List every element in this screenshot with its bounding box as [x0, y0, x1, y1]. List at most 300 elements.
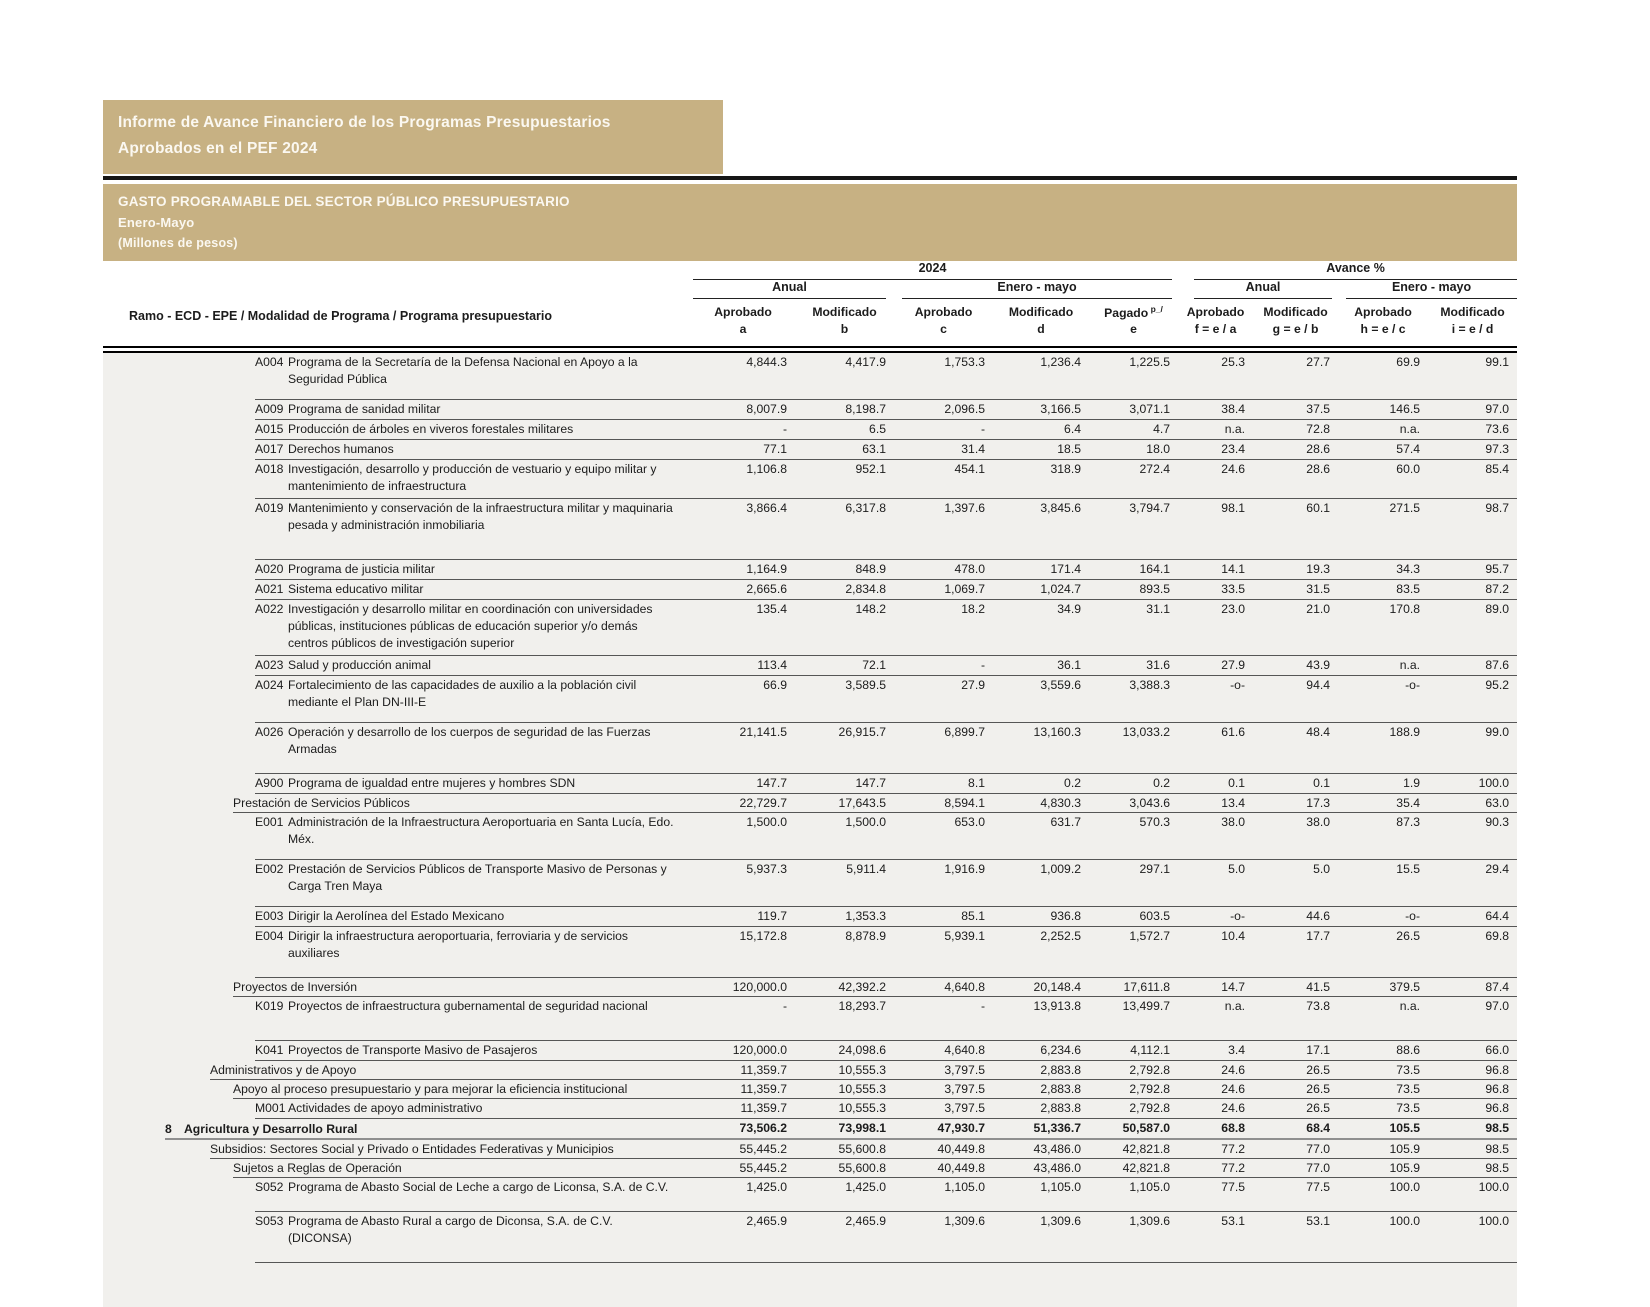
section-title: GASTO PROGRAMABLE DEL SECTOR PÚBLICO PRESUPUESTARIO	[118, 191, 1502, 212]
title-banner	[103, 100, 723, 174]
cell-value: 26.5	[1253, 1061, 1338, 1080]
row-label	[103, 440, 691, 460]
cell-value: 1,572.7	[1089, 927, 1178, 978]
col-group-2024: 2024	[693, 261, 1172, 280]
cell-value: 2,096.5	[894, 400, 993, 420]
header-group-row	[103, 261, 1517, 280]
cell-value: 97.0	[1428, 997, 1517, 1041]
cell-value: 147.7	[691, 774, 795, 794]
cell-value: 13,160.3	[993, 723, 1089, 774]
table-row	[103, 813, 1517, 860]
cell-value: 55,445.2	[691, 1139, 795, 1159]
cell-value: 55,445.2	[691, 1159, 795, 1178]
cell-value: 10.4	[1178, 927, 1253, 978]
column-letter-4: d	[993, 322, 1089, 346]
program-name: Programa de igualdad entre mujeres y hombres SDN	[288, 775, 691, 792]
cell-value: 100.0	[1338, 1178, 1428, 1212]
cell-value: 85.1	[894, 907, 993, 927]
cell-value: 164.1	[1089, 560, 1178, 580]
cell-value: -	[894, 656, 993, 676]
program-code: E004	[255, 929, 288, 944]
table-row	[103, 860, 1517, 907]
cell-value: 631.7	[993, 813, 1089, 860]
cell-value: 42,821.8	[1089, 1159, 1178, 1178]
cell-value: 95.7	[1428, 560, 1517, 580]
cell-value: 18,293.7	[795, 997, 894, 1041]
program-code: S053	[255, 1214, 288, 1229]
table-row	[103, 420, 1517, 440]
row-label	[103, 560, 691, 580]
cell-value: 87.3	[1338, 813, 1428, 860]
program-code: K041	[255, 1043, 288, 1058]
section-banner	[103, 184, 1517, 261]
program-code: E003	[255, 909, 288, 924]
cell-value: 135.4	[691, 600, 795, 656]
program-code: E001	[255, 815, 288, 830]
cell-value: 63.0	[1428, 794, 1517, 813]
cell-value: 1,164.9	[691, 560, 795, 580]
cell-value: 2,665.6	[691, 580, 795, 600]
cell-value: 1,309.6	[894, 1212, 993, 1263]
cell-value: 952.1	[795, 460, 894, 499]
cell-value: 40,449.8	[894, 1159, 993, 1178]
col-group-avance: Avance %	[1194, 261, 1517, 280]
row-label	[103, 353, 691, 400]
cell-value: 1,236.4	[993, 353, 1089, 400]
column-header-fea: Aprobado	[1178, 299, 1253, 322]
cell-value: 77.2	[1178, 1139, 1253, 1159]
cell-value: 66.0	[1428, 1041, 1517, 1061]
cell-value: 43,486.0	[993, 1159, 1089, 1178]
cell-value: 3,797.5	[894, 1061, 993, 1080]
cell-value: 120,000.0	[691, 978, 795, 997]
cell-value: 3,043.6	[1089, 794, 1178, 813]
cell-value: 146.5	[1338, 400, 1428, 420]
cell-value: 31.5	[1253, 580, 1338, 600]
cell-value: 96.8	[1428, 1080, 1517, 1099]
cell-value: 55,600.8	[795, 1159, 894, 1178]
cell-value: 37.5	[1253, 400, 1338, 420]
table-row	[103, 1061, 1517, 1080]
cell-value: 0.1	[1253, 774, 1338, 794]
cell-value: 53.1	[1253, 1212, 1338, 1263]
cell-value: 17,611.8	[1089, 978, 1178, 997]
cell-value: 20,148.4	[993, 978, 1089, 997]
cell-value: 4.7	[1089, 420, 1178, 440]
cell-value: -	[691, 420, 795, 440]
cell-value: 77.1	[691, 440, 795, 460]
subgroup-enero-mayo-2024: Enero - mayo	[902, 280, 1172, 299]
cell-value: 34.3	[1338, 560, 1428, 580]
cell-value: 1,105.0	[1089, 1178, 1178, 1212]
row-label	[103, 997, 691, 1041]
cell-value: 73.5	[1338, 1099, 1428, 1119]
program-code: S052	[255, 1180, 288, 1195]
cell-value: 1,024.7	[993, 580, 1089, 600]
cell-value: 77.5	[1178, 1178, 1253, 1212]
row-label	[103, 460, 691, 499]
column-header-b: Modificado	[795, 299, 894, 322]
cell-value: 11,359.7	[691, 1080, 795, 1099]
table-row	[103, 560, 1517, 580]
cell-value: 18.0	[1089, 440, 1178, 460]
cell-value: 0.2	[993, 774, 1089, 794]
program-name: Operación y desarrollo de los cuerpos de seguridad de las Fuerzas Armadas	[288, 724, 691, 758]
cell-value: 77.2	[1178, 1159, 1253, 1178]
cell-value: 73.6	[1428, 420, 1517, 440]
column-letter-6: f = e / a	[1178, 322, 1253, 346]
column-header-hec: Aprobado	[1338, 299, 1428, 322]
cell-value: 21,141.5	[691, 723, 795, 774]
table-bottom-spacer	[103, 1263, 1517, 1307]
cell-value: n.a.	[1178, 997, 1253, 1041]
cell-value: 83.5	[1338, 580, 1428, 600]
cell-value: n.a.	[1178, 420, 1253, 440]
cell-value: 8,878.9	[795, 927, 894, 978]
cell-value: 88.6	[1338, 1041, 1428, 1061]
cell-value: 5,911.4	[795, 860, 894, 907]
cell-value: 5,937.3	[691, 860, 795, 907]
cell-value: -o-	[1178, 907, 1253, 927]
row-label	[103, 1041, 691, 1061]
column-letter-8: h = e / c	[1338, 322, 1428, 346]
cell-value: 13.4	[1178, 794, 1253, 813]
header-double-rule	[103, 346, 1517, 353]
report-title-line1: Informe de Avance Financiero de los Programas Presupuestarios	[118, 110, 708, 136]
cell-value: 17.3	[1253, 794, 1338, 813]
cell-value: 603.5	[1089, 907, 1178, 927]
cell-value: 94.4	[1253, 676, 1338, 723]
program-code: A024	[255, 678, 288, 693]
program-name: Proyectos de Transporte Masivo de Pasajeros	[288, 1042, 691, 1059]
cell-value: 4,830.3	[993, 794, 1089, 813]
cell-value: 297.1	[1089, 860, 1178, 907]
program-name: Dirigir la Aerolínea del Estado Mexicano	[288, 908, 691, 925]
row-label	[103, 1099, 691, 1119]
cell-value: 3.4	[1178, 1041, 1253, 1061]
group-label: Sujetos a Reglas de Operación	[103, 1161, 691, 1176]
report-table	[103, 261, 1517, 1307]
cell-value: 31.6	[1089, 656, 1178, 676]
row-label	[103, 676, 691, 723]
table-row	[103, 676, 1517, 723]
cell-value: 69.8	[1428, 927, 1517, 978]
cell-value: 3,589.5	[795, 676, 894, 723]
cell-value: 379.5	[1338, 978, 1428, 997]
cell-value: 1,106.8	[691, 460, 795, 499]
cell-value: 73.8	[1253, 997, 1338, 1041]
cell-value: 18.2	[894, 600, 993, 656]
cell-value: 10,555.3	[795, 1061, 894, 1080]
program-code: A018	[255, 462, 288, 477]
program-name: Programa de justicia militar	[288, 561, 691, 578]
program-name: Actividades de apoyo administrativo	[288, 1100, 691, 1117]
cell-value: 17,643.5	[795, 794, 894, 813]
column-header-ied: Modificado	[1428, 299, 1517, 322]
table-row	[103, 1099, 1517, 1119]
cell-value: 24,098.6	[795, 1041, 894, 1061]
cell-value: 26.5	[1253, 1099, 1338, 1119]
program-code: A017	[255, 442, 288, 457]
cell-value: 2,883.8	[993, 1061, 1089, 1080]
cell-value: 100.0	[1428, 1212, 1517, 1263]
cell-value: 478.0	[894, 560, 993, 580]
cell-value: 3,797.5	[894, 1080, 993, 1099]
cell-value: 87.6	[1428, 656, 1517, 676]
table-row	[103, 1159, 1517, 1178]
table-row	[103, 794, 1517, 813]
row-label	[103, 1139, 691, 1159]
cell-value: 1,225.5	[1089, 353, 1178, 400]
cell-value: 60.0	[1338, 460, 1428, 499]
cell-value: 4,112.1	[1089, 1041, 1178, 1061]
cell-value: 3,559.6	[993, 676, 1089, 723]
cell-value: 3,845.6	[993, 499, 1089, 560]
cell-value: 42,392.2	[795, 978, 894, 997]
column-header-geb: Modificado	[1253, 299, 1338, 322]
program-code: K019	[255, 999, 288, 1014]
cell-value: 11,359.7	[691, 1061, 795, 1080]
cell-value: 26.5	[1338, 927, 1428, 978]
cell-value: 26,915.7	[795, 723, 894, 774]
cell-value: 33.5	[1178, 580, 1253, 600]
cell-value: -o-	[1338, 676, 1428, 723]
cell-value: 27.7	[1253, 353, 1338, 400]
cell-value: 24.6	[1178, 1080, 1253, 1099]
row-label	[103, 907, 691, 927]
cell-value: 36.1	[993, 656, 1089, 676]
cell-value: 4,844.3	[691, 353, 795, 400]
row-label	[103, 813, 691, 860]
cell-value: 171.4	[993, 560, 1089, 580]
cell-value: 27.9	[894, 676, 993, 723]
table-row	[103, 440, 1517, 460]
cell-value: 48.4	[1253, 723, 1338, 774]
cell-value: 6,317.8	[795, 499, 894, 560]
cell-value: 10,555.3	[795, 1080, 894, 1099]
row-label	[103, 1080, 691, 1099]
cell-value: 8,007.9	[691, 400, 795, 420]
cell-value: 66.9	[691, 676, 795, 723]
cell-value: -	[894, 420, 993, 440]
cell-value: 24.6	[1178, 1061, 1253, 1080]
row-label	[103, 723, 691, 774]
cell-value: 105.9	[1338, 1139, 1428, 1159]
cell-value: 1,353.3	[795, 907, 894, 927]
cell-value: 24.6	[1178, 1099, 1253, 1119]
cell-value: 95.2	[1428, 676, 1517, 723]
row-label	[103, 978, 691, 997]
subgroup-anual-2024: Anual	[693, 280, 886, 299]
cell-value: 105.5	[1338, 1119, 1428, 1140]
cell-value: 87.4	[1428, 978, 1517, 997]
row-label	[103, 927, 691, 978]
cell-value: 60.1	[1253, 499, 1338, 560]
cell-value: -o-	[1338, 907, 1428, 927]
cell-value: 55,600.8	[795, 1139, 894, 1159]
cell-value: 2,792.8	[1089, 1099, 1178, 1119]
table-row	[103, 1212, 1517, 1263]
table-row	[103, 460, 1517, 499]
cell-value: 1,105.0	[993, 1178, 1089, 1212]
ramo-number: 8	[165, 1121, 184, 1137]
cell-value: 5.0	[1253, 860, 1338, 907]
group-label: Subsidios: Sectores Social y Privado o Entidades Federativas y Municipios	[103, 1142, 691, 1157]
cell-value: 25.3	[1178, 353, 1253, 400]
cell-value: n.a.	[1338, 420, 1428, 440]
cell-value: 40,449.8	[894, 1139, 993, 1159]
cell-value: 50,587.0	[1089, 1119, 1178, 1140]
cell-value: 63.1	[795, 440, 894, 460]
row-label	[103, 580, 691, 600]
program-name: Programa de la Secretaría de la Defensa Nacional en Apoyo a la Seguridad Pública	[288, 354, 691, 388]
program-name: Fortalecimiento de las capacidades de auxilio a la población civil mediante el Plan DN-III-E	[288, 677, 691, 711]
cell-value: 3,166.5	[993, 400, 1089, 420]
table-row	[103, 978, 1517, 997]
cell-value: 4,417.9	[795, 353, 894, 400]
table-row	[103, 1178, 1517, 1212]
program-code: A022	[255, 602, 288, 617]
cell-value: 100.0	[1338, 1212, 1428, 1263]
cell-value: 1,397.6	[894, 499, 993, 560]
program-code: A015	[255, 422, 288, 437]
cell-value: 2,465.9	[795, 1212, 894, 1263]
cell-value: 1,753.3	[894, 353, 993, 400]
ramo-name: Agricultura y Desarrollo Rural	[184, 1121, 357, 1137]
group-label: Administrativos y de Apoyo	[103, 1063, 691, 1078]
table-row	[103, 1041, 1517, 1061]
row-label	[103, 420, 691, 440]
cell-value: 1,500.0	[691, 813, 795, 860]
column-letter-3: c	[894, 322, 993, 346]
program-code: A020	[255, 562, 288, 577]
cell-value: 72.8	[1253, 420, 1338, 440]
cell-value: 13,033.2	[1089, 723, 1178, 774]
program-code: M001	[255, 1101, 288, 1116]
cell-value: 29.4	[1428, 860, 1517, 907]
cell-value: 77.0	[1253, 1139, 1338, 1159]
cell-value: 1,009.2	[993, 860, 1089, 907]
cell-value: 120,000.0	[691, 1041, 795, 1061]
table-row	[103, 600, 1517, 656]
cell-value: 3,797.5	[894, 1099, 993, 1119]
cell-value: 42,821.8	[1089, 1139, 1178, 1159]
cell-value: 170.8	[1338, 600, 1428, 656]
cell-value: 2,252.5	[993, 927, 1089, 978]
cell-value: 6,899.7	[894, 723, 993, 774]
cell-value: 6.4	[993, 420, 1089, 440]
cell-value: 2,883.8	[993, 1080, 1089, 1099]
program-name: Dirigir la infraestructura aeroportuaria, ferroviaria y de servicios auxiliares	[288, 928, 691, 962]
cell-value: 3,071.1	[1089, 400, 1178, 420]
cell-value: 99.0	[1428, 723, 1517, 774]
cell-value: 77.5	[1253, 1178, 1338, 1212]
cell-value: 43.9	[1253, 656, 1338, 676]
program-name: Sistema educativo militar	[288, 581, 691, 598]
table-row	[103, 723, 1517, 774]
row-label	[103, 1178, 691, 1212]
cell-value: 272.4	[1089, 460, 1178, 499]
table-row	[103, 353, 1517, 400]
subgroup-anual-avance: Anual	[1194, 280, 1332, 299]
cell-value: 13,499.7	[1089, 997, 1178, 1041]
cell-value: 99.1	[1428, 353, 1517, 400]
cell-value: 98.7	[1428, 499, 1517, 560]
cell-value: 98.5	[1428, 1119, 1517, 1140]
cell-value: 98.1	[1178, 499, 1253, 560]
cell-value: 64.4	[1428, 907, 1517, 927]
cell-value: 1,425.0	[795, 1178, 894, 1212]
cell-value: 47,930.7	[894, 1119, 993, 1140]
cell-value: 73.5	[1338, 1080, 1428, 1099]
cell-value: 21.0	[1253, 600, 1338, 656]
row-label	[103, 1212, 691, 1263]
table-row	[103, 774, 1517, 794]
cell-value: 0.1	[1178, 774, 1253, 794]
cell-value: 26.5	[1253, 1080, 1338, 1099]
cell-value: 28.6	[1253, 440, 1338, 460]
cell-value: 17.1	[1253, 1041, 1338, 1061]
cell-value: 85.4	[1428, 460, 1517, 499]
cell-value: 3,388.3	[1089, 676, 1178, 723]
cell-value: 4,640.8	[894, 978, 993, 997]
column-letter-5: e	[1089, 322, 1178, 346]
cell-value: 1,425.0	[691, 1178, 795, 1212]
program-code: A009	[255, 402, 288, 417]
row-label	[103, 1159, 691, 1178]
program-code: A004	[255, 355, 288, 370]
program-name: Proyectos de infraestructura gubernamental de seguridad nacional	[288, 998, 691, 1015]
program-name: Investigación, desarrollo y producción de vestuario y equipo militar y mantenimiento de infraestructura	[288, 461, 691, 495]
group-label: Apoyo al proceso presupuestario y para mejorar la eficiencia institucional	[103, 1082, 691, 1097]
table-row	[103, 927, 1517, 978]
row-label	[103, 860, 691, 907]
cell-value: 100.0	[1428, 774, 1517, 794]
cell-value: 38.0	[1178, 813, 1253, 860]
double-rule-line	[103, 346, 1517, 353]
cell-value: 15.5	[1338, 860, 1428, 907]
row-label	[103, 794, 691, 813]
cell-value: 28.6	[1253, 460, 1338, 499]
cell-value: 2,834.8	[795, 580, 894, 600]
row-label	[103, 1061, 691, 1080]
program-code: A019	[255, 501, 288, 516]
program-name: Investigación y desarrollo militar en coordinación con universidades públicas, instituciones públicas de educación superior y/o demás centros públicos de investigación superior	[288, 601, 691, 652]
program-name: Derechos humanos	[288, 441, 691, 458]
program-name: Programa de Abasto Rural a cargo de Diconsa, S.A. de C.V. (DICONSA)	[288, 1213, 691, 1247]
cell-value: 6,234.6	[993, 1041, 1089, 1061]
table-row	[103, 580, 1517, 600]
program-name: Salud y producción animal	[288, 657, 691, 674]
cell-value: 147.7	[795, 774, 894, 794]
column-header-c: Aprobado	[894, 299, 993, 322]
cell-value: 1,105.0	[894, 1178, 993, 1212]
cell-value: 51,336.7	[993, 1119, 1089, 1140]
program-name: Producción de árboles en viveros forestales militares	[288, 421, 691, 438]
row-label	[103, 1119, 691, 1140]
table-row	[103, 907, 1517, 927]
cell-value: 3,794.7	[1089, 499, 1178, 560]
cell-value: 68.8	[1178, 1119, 1253, 1140]
cell-value: n.a.	[1338, 656, 1428, 676]
cell-value: 98.5	[1428, 1139, 1517, 1159]
cell-value: 27.9	[1178, 656, 1253, 676]
row-label	[103, 499, 691, 560]
cell-value: 188.9	[1338, 723, 1428, 774]
cell-value: 41.5	[1253, 978, 1338, 997]
cell-value: 44.6	[1253, 907, 1338, 927]
table-row	[103, 656, 1517, 676]
